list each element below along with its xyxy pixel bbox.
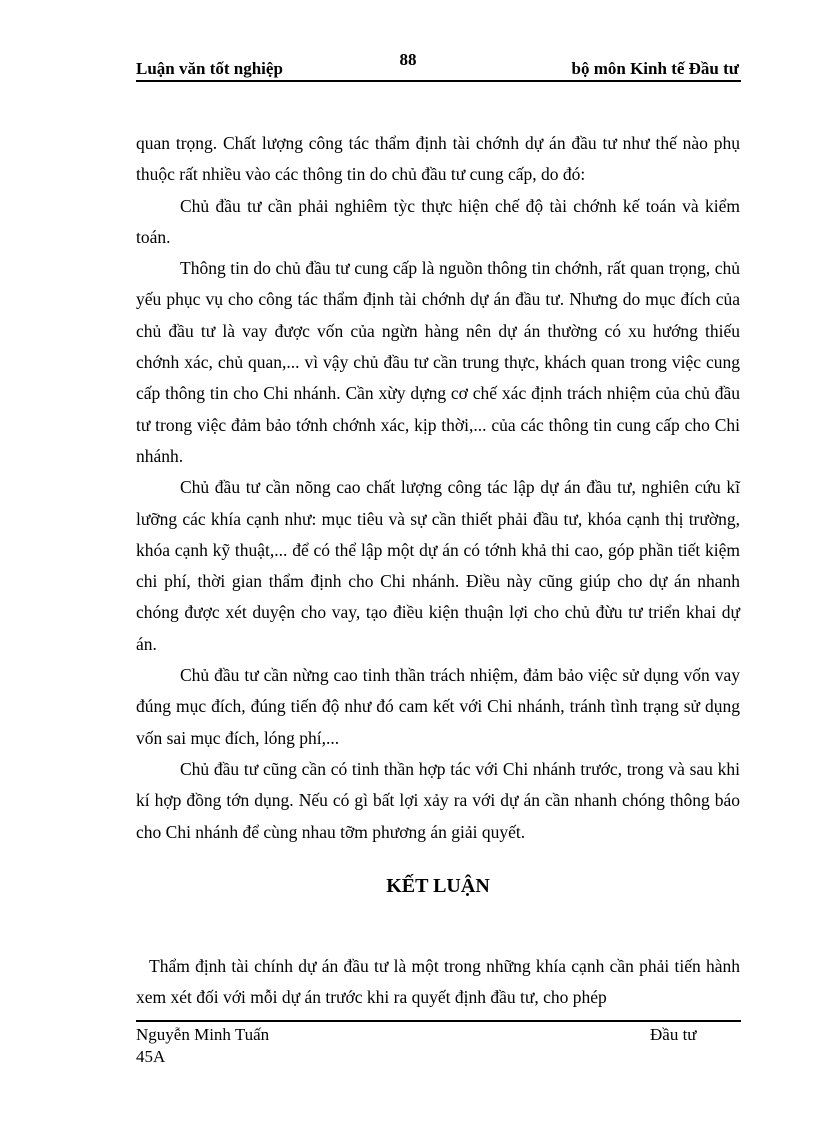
section-heading-conclusion: KẾT LUẬN	[386, 875, 490, 897]
header-thesis-title: Luận văn tốt nghiệp	[136, 59, 283, 78]
footer-author-block	[136, 1024, 269, 1068]
paragraph: quan trọng. Chất lượng công tác thẩm định tài chớnh dự án đầu tư như thế nào phụ thuộc rất nhiều vào các thông tin do chủ đầu tư cung cấp, do đó:	[136, 133, 740, 185]
footer-divider	[136, 1020, 741, 1022]
footer-department: Đầu tư	[650, 1025, 697, 1044]
paragraph: Chủ đầu tư cần nõng cao chất lượng công tác lập dự án đầu tư, nghiên cứu kĩ lưỡng các khía cạnh như: mục tiêu và sự cần thiết phải đầu tư, khóa cạnh thị trường, khóa cạnh kỹ thuật,... để có thể lập một dự án có tớnh khả thi cao, góp phần tiết kiệm chi phí, thời gian thẩm định cho Chi nhánh. Điều này cũng giúp cho dự án nhanh chóng được xét duyện cho vay, tạo điều kiện thuận lợi cho chủ đừu tư triển khai dự án.	[136, 477, 740, 654]
paragraph: Chủ đầu tư cần phải nghiêm tỳc thực hiện chế độ tài chớnh kế toán và kiểm toán.	[136, 195, 740, 247]
paragraph: Thẩm định tài chính dự án đầu tư là một trong những khía cạnh cần phải tiến hành xem xét đối với mỗi dự án trước khi ra quyết định đầu tư, cho phép	[136, 956, 740, 1008]
paragraph: Chủ đầu tư cần nừng cao tinh thần trách nhiệm, đảm bảo việc sử dụng vốn vay đúng mục đích, đúng tiến độ như đó cam kết với Chi nhánh, tránh tình trạng sử dụng vốn sai mục đích, lóng phí,...	[136, 665, 740, 748]
paragraph: Thông tin do chủ đầu tư cung cấp là nguồn thông tin chớnh, rất quan trọng, chủ yếu phục vụ cho công tác thẩm định tài chớnh dự án đầu tư. Nhưng do mục đích của chủ đầu tư là vay được vốn của ngừn hàng nên dự án thường có xu hướng thiếu chớnh xác, chủ quan,... vì vậy chủ đầu tư cần trung thực, khách quan trong việc cung cấp thông tin cho Chi nhánh. Cần xừy dựng cơ chế xác định trách nhiệm của chủ đầu tư trong việc đảm bảo tớnh chớnh xác, kịp thời,... của các thông tin cung cấp cho Chi nhánh.	[136, 258, 740, 466]
running-header	[136, 60, 741, 82]
conclusion-text	[136, 951, 740, 1014]
paragraph: Chủ đầu tư cũng cần có tinh thần hợp tác với Chi nhánh trước, trong và sau khi kí hợp đồng tớn dụng. Nếu có gì bất lợi xảy ra với dự án cần nhanh chóng thông báo cho Chi nhánh để cùng nhau tỡm phương án giải quyết.	[136, 758, 740, 842]
header-department: bộ môn Kinh tế Đầu tư	[571, 59, 739, 78]
page-number: 88	[399, 50, 417, 69]
footer-class: 45A	[136, 1047, 166, 1066]
body-text	[136, 128, 740, 848]
footer-author: Nguyễn Minh Tuấn	[136, 1025, 270, 1044]
